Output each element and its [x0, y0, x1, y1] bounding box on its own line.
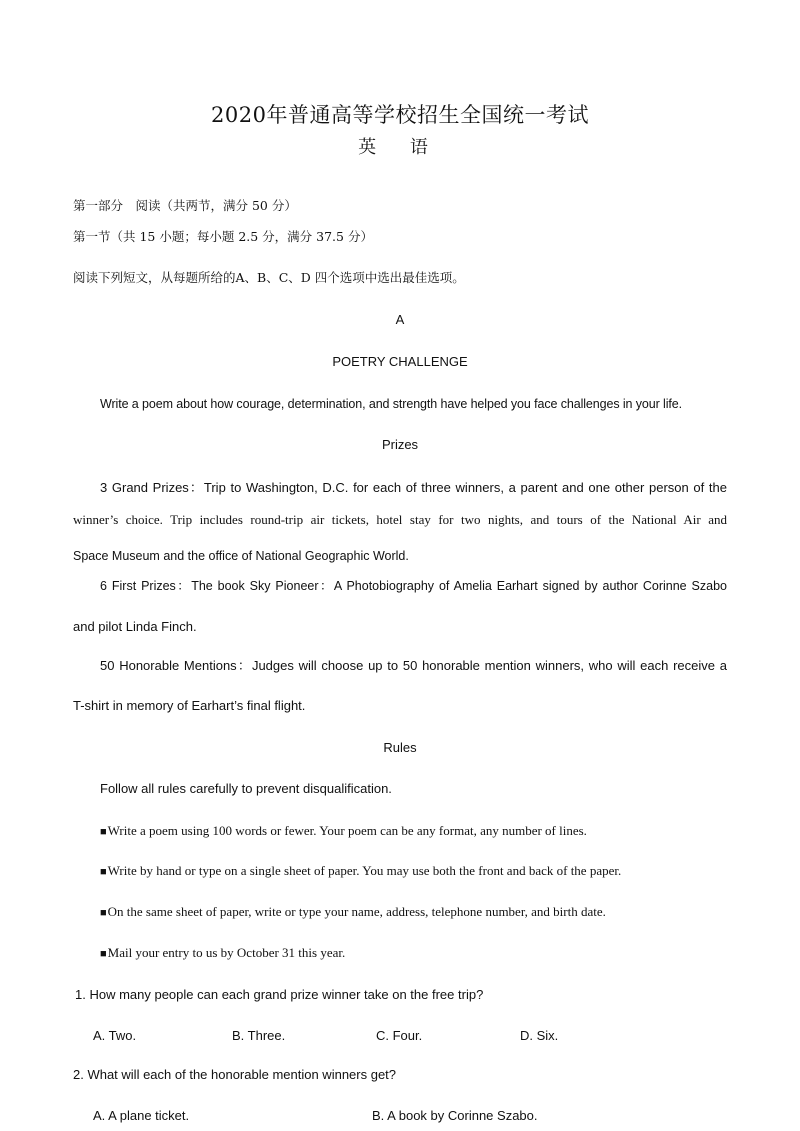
rule-item	[100, 823, 587, 840]
rule-item	[100, 945, 345, 962]
rule-text: On the same sheet of paper, write or type your name, address, telephone number, and birth date.	[107, 904, 606, 919]
rules-heading: Rules	[383, 740, 417, 755]
rule-text: Write by hand or type on a single sheet of paper. You may use both the front and back of the paper.	[107, 863, 622, 878]
bullet-icon: ■	[100, 907, 107, 919]
grand-prize-line-3: Space Museum and the office of National Geographic World.	[73, 549, 409, 563]
passage-intro: Write a poem about how courage, determination, and strength have helped you face challenges in your life.	[100, 397, 682, 411]
part-title: 第一部分 阅读（共两节，满分 50 分）	[73, 198, 297, 213]
grand-prize-line-2: winner’s choice. Trip includes round-trip air tickets, hotel stay for two nights, and tours of the National Air and	[73, 512, 727, 527]
prizes-heading: Prizes	[381, 437, 419, 452]
bullet-icon: ■	[100, 826, 107, 838]
question-1-option-d[interactable]: D. Six.	[520, 1028, 559, 1043]
grand-prize-line-1: 3 Grand Prizes：Trip to Washington, D.C. for each of three winners, a parent and one other person of the	[100, 480, 727, 495]
section-title: 第一节（共 15 小题；每小题 2.5 分，满分 37.5 分）	[73, 229, 373, 244]
rule-item	[100, 863, 621, 880]
question-2-stem: 2. What will each of the honorable mention winners get?	[73, 1067, 397, 1082]
passage-letter: A	[395, 312, 405, 327]
exam-title: 2020年普通高等学校招生全国统一考试	[211, 103, 589, 127]
bullet-icon: ■	[100, 866, 107, 878]
honorable-mention-line-1: 50 Honorable Mentions：Judges will choose up to 50 honorable mention winners, who will each receive a	[100, 658, 727, 673]
question-2-option-a[interactable]: A. A plane ticket.	[93, 1108, 190, 1123]
first-prize-line-1: 6 First Prizes：The book Sky Pioneer：A Photobiography of Amelia Earhart signed by author Corinne Szabo	[100, 579, 727, 593]
reading-instruction: 阅读下列短文，从每题所给的A、B、C、D 四个选项中选出最佳选项。	[73, 270, 465, 285]
passage-title: POETRY CHALLENGE	[332, 354, 468, 369]
rule-item	[100, 904, 606, 921]
question-1-stem: 1. How many people can each grand prize winner take on the free trip?	[75, 987, 484, 1002]
question-2-option-b[interactable]: B. A book by Corinne Szabo.	[372, 1108, 538, 1123]
question-1-option-b[interactable]: B. Three.	[232, 1028, 286, 1043]
honorable-mention-line-2: T-shirt in memory of Earhart’s final flight.	[73, 698, 306, 713]
rule-text: Mail your entry to us by October 31 this year.	[107, 945, 346, 960]
first-prize-line-2: and pilot Linda Finch.	[73, 619, 197, 634]
rules-intro: Follow all rules carefully to prevent disqualification.	[100, 781, 392, 796]
question-1-option-a[interactable]: A. Two.	[93, 1028, 137, 1043]
subject-title: 英 语	[358, 137, 442, 158]
bullet-icon: ■	[100, 948, 107, 960]
question-1-option-c[interactable]: C. Four.	[376, 1028, 423, 1043]
rule-text: Write a poem using 100 words or fewer. Your poem can be any format, any number of lines.	[107, 823, 587, 838]
